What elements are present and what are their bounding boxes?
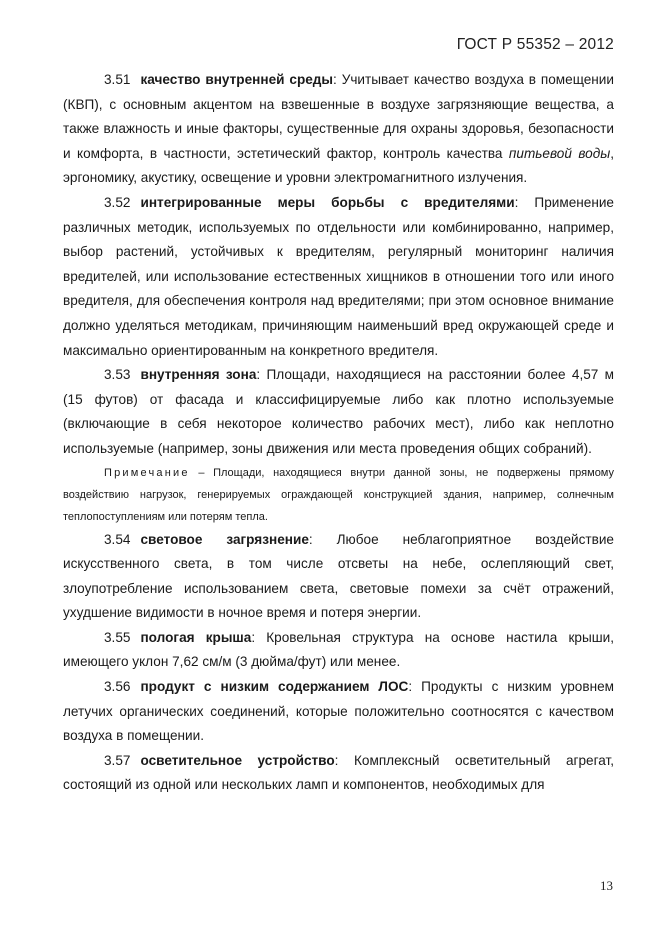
definition-text: : Кровельная структура на основе настила крыши, имеющего уклон 7,62 см/м (3 дюйма/фут) или менее.	[63, 629, 614, 670]
note-label: Примечание	[104, 466, 190, 479]
definition-3-52	[63, 191, 614, 363]
definition-text: : Продукты с низким уровнем летучих органических соединений, которые положительно соотносятся с качеством воздуха в помещении.	[63, 679, 614, 744]
note-text: – Площади, находящиеся внутри данной зоны, не подвержены прямому воздействию нагрузок, генерируемых ограждающей конструкцией здания, например, солнечным теплопоступлениям или потерям тепла.	[63, 466, 614, 523]
term: внутренняя зона	[140, 367, 257, 383]
section-number: 3.56	[104, 679, 131, 695]
term: качество внутренней среды	[140, 72, 334, 87]
definition-text: : Учитывает качество воздуха в помещении (КВП), с основным акцентом на взвешенные в воздухе загрязняющие вещества, а также влажность и иные факторы, существенные для охраны здоровья, безопасности и комфорта, в частности, эстетический фактор, контроль качества	[63, 72, 614, 161]
section-number: 3.53	[104, 367, 131, 383]
section-number: 3.55	[104, 629, 131, 645]
definition-3-55	[63, 626, 614, 675]
document-body	[63, 68, 614, 798]
term: пологая крыша	[140, 629, 252, 645]
definition-text: : Комплексный осветительный агрегат, состоящий из одной или нескольких ламп и компонентов, необходимых для	[63, 752, 615, 793]
document-header: ГОСТ Р 55352 – 2012	[456, 36, 614, 53]
section-number: 3.54	[104, 531, 131, 547]
page-number: 13	[600, 878, 613, 893]
term: интегрированные меры борьбы с вредителями	[140, 194, 515, 210]
definition-text-end: , эргономику, акустику, освещение и уровни электромагнитного излучения.	[63, 145, 614, 186]
term: осветительное устройство	[140, 752, 335, 768]
section-number: 3.51	[104, 72, 131, 87]
note-3-53	[63, 462, 614, 528]
definition-text: : Любое неблагоприятное воздействие искусственного света, в том числе отсветы на небе, ослепляющий свет, злоупотребление использованием света, световые помехи за счёт отражений, ухудшение видимости в ночное время и потеря энергии.	[63, 531, 614, 621]
section-number: 3.57	[104, 752, 131, 768]
definition-3-54	[63, 528, 614, 626]
term: световое загрязнение	[140, 531, 309, 547]
definition-3-57	[63, 749, 614, 798]
definition-text: : Применение различных методик, используемых по отдельности или комбинированно, например, выбор растений, устойчивых к вредителям, регулярный мониторинг наличия вредителей, или использование естественных хищников в отношении того или иного вредителя, для обеспечения контроля над вредителями; при этом основное внимание должно уделяться методикам, причиняющим наименьший вред окружающей среде и максимально ориентированным на конкретного вредителя.	[63, 194, 614, 358]
section-number: 3.52	[104, 194, 131, 210]
italic-term: питьевой воды	[508, 145, 611, 161]
definition-3-51	[63, 68, 614, 191]
definition-text: : Площади, находящиеся на расстоянии более 4,57 м (15 футов) от фасада и классифицируемые либо как плотно используемые (включающие в себя некоторое количество рабочих мест), либо как неплотно используемые (например, зоны движения или места проведения общих собраний).	[63, 367, 615, 456]
definition-3-53	[63, 363, 614, 461]
term: продукт с низким содержанием ЛОС	[140, 679, 409, 695]
definition-3-56	[63, 675, 614, 749]
